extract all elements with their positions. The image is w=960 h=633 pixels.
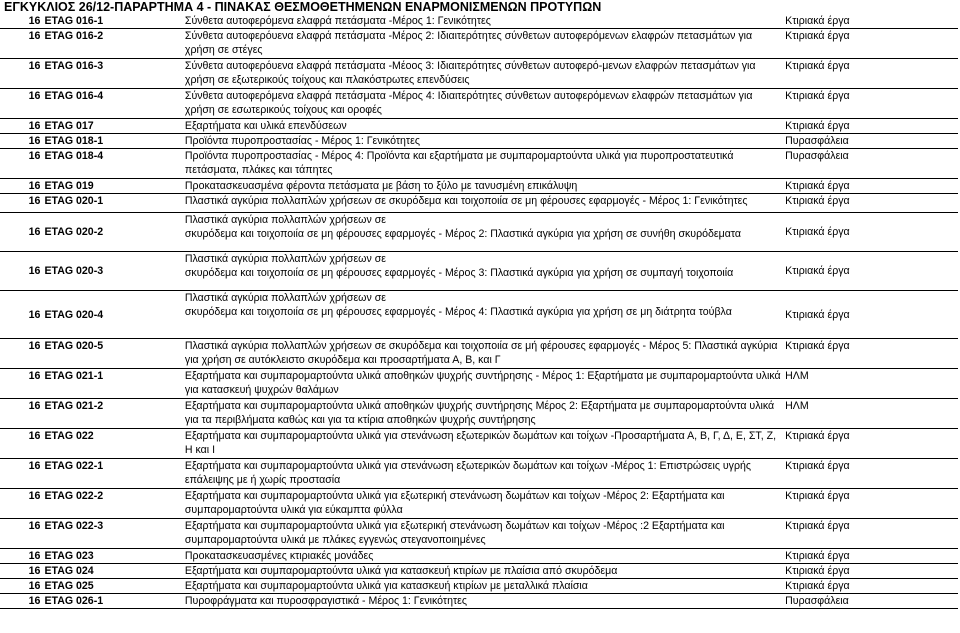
description-line: σκυρόδεμα και τοιχοποιία σε μη φέρουσες εφαρμογές - Μέρος 2: Πλαστικά αγκύρια για χρήση σε συνήθη σκυρόδεματα [184,228,742,240]
page-title: ΕΓΚΥΚΛΙΟΣ 26/12-ΠΑΡΑΡΤΗΜΑ 4 - ΠΙΝΑΚΑΣ ΘΕΣΜΟΘΕΤΗΜΕΝΩΝ ΕΝΑΡΜΟΝΙΣΜΕΝΩΝ ΠΡΟΤΥΠΩΝ [4,0,602,14]
table-row [0,459,958,489]
table-row [0,29,958,59]
category-label: ΗΛΜ [783,399,958,429]
table-row [0,194,958,213]
category-label: Κτιριακά έργα [783,291,958,339]
category-label: ΗΛΜ [783,369,958,399]
table-row [0,594,958,609]
standard-code: ETAG 016-1 [42,14,182,29]
row-number: 16 [0,339,42,369]
category-label: Κτιριακά έργα [783,59,958,89]
standard-description: Πλαστικά αγκύρια πολλαπλών χρήσεων σε σκυρόδεμα και τοιχοποιία σε μη φέρουσες εφαρμογές - Μέρος 1: Γενικότητες [183,194,783,213]
row-number: 16 [0,149,42,179]
table-row [0,429,958,459]
category-label: Κτιριακά έργα [783,339,958,369]
category-label: Κτιριακά έργα [783,519,958,549]
standard-code: ETAG 018-4 [42,149,182,179]
description-line: Πλαστικά αγκύρια πολλαπλών χρήσεων σε [184,292,386,304]
category-label: Κτιριακά έργα [783,119,958,134]
row-number: 16 [0,564,42,579]
standard-description: Εξαρτήματα και συμπαρομαρτούντα υλικά για κατασκευή κτιρίων με μεταλλικά πλαίσια [183,579,783,594]
standard-code: ETAG 021-2 [42,399,182,429]
standard-description: Προϊόντα πυροπροστασίας - Μέρος 4: Προϊόντα και εξαρτήματα με συμπαρομαρτούντα υλικά για πυροπροστατευτικά πετάσματα, πλάκες και τάπητες [183,149,783,179]
table-row [0,59,958,89]
row-number: 16 [0,579,42,594]
category-label: Κτιριακά έργα [783,429,958,459]
row-number: 16 [0,119,42,134]
table-row [0,489,958,519]
category-label: Κτιριακά έργα [783,564,958,579]
description-line: Πλαστικά αγκύρια πολλαπλών χρήσεων σε [184,214,386,226]
standards-table [0,14,958,609]
standard-code: ETAG 019 [42,179,182,194]
standard-description: Πλαστικά αγκύρια πολλαπλών χρήσεων σε σκυρόδεμα και τοιχοποιία σε μή φέρουσες εφαρμογές - Μέρος 5: Πλαστικά αγκύρια για χρήση σε αυτόκλειστο σκυρόδεμα και προσαρτήματα Α, Β, και Γ [183,339,783,369]
table-row [0,149,958,179]
table-row [0,119,958,134]
standard-code: ETAG 016-3 [42,59,182,89]
category-label: Πυρασφάλεια [783,594,958,609]
category-label: Κτιριακά έργα [783,194,958,213]
standard-description: Εξαρτήματα και συμπαρομαρτούντα υλικά για εξωτερική στενάνωση δωμάτων και τοίχων -Μέρος 2: Εξαρτήματα και συμπαρομαρτούντα υλικά για εύκαμπτα φύλλα [183,489,783,519]
table-row [0,213,958,252]
standard-description: Προϊόντα πυροπροστασίας - Μέρος 1: Γενικότητες [183,134,783,149]
standard-description: Πυροφράγματα και πυροσφραγιστικά - Μέρος 1: Γενικότητες [183,594,783,609]
table-row [0,519,958,549]
row-number: 16 [0,134,42,149]
standard-description: Εξαρτήματα και συμπαρομαρτούντα υλικά αποθηκών ψυχρής συντήρησης Μέρος 2: Εξαρτήματα με συμπαρομαρτούντα υλικά για τα περιβλήματα καθώς και για τα κτίρια αποθηκών ψυχρής συντήρησης [183,399,783,429]
standard-code: ETAG 017 [42,119,182,134]
row-number: 16 [0,519,42,549]
row-number: 16 [0,14,42,29]
table-row [0,252,958,291]
standard-code: ETAG 022-2 [42,489,182,519]
standard-description: Εξαρτήματα και συμπαρομαρτούντα υλικά για στενάνωση εξωτερικών δωμάτων και τοίχων -Προσαρτήματα Α, Β, Γ, Δ, Ε, ΣΤ, Ζ, Η και Ι [183,429,783,459]
table-row [0,179,958,194]
standard-description: Σύνθετα αυτοφερόμενα ελαφρά πετάσματα -Μέρος 1: Γενικότητες [183,14,783,29]
row-number: 16 [0,369,42,399]
standard-code: ETAG 025 [42,579,182,594]
row-number: 16 [0,429,42,459]
standard-code: ETAG 022 [42,429,182,459]
category-label: Πυρασφάλεια [783,134,958,149]
row-number: 16 [0,59,42,89]
row-number: 16 [0,549,42,564]
category-label: Κτιριακά έργα [783,29,958,59]
standard-description [183,291,783,339]
row-number: 16 [0,179,42,194]
row-number: 16 [0,29,42,59]
category-label: Κτιριακά έργα [783,179,958,194]
standard-description: Εξαρτήματα και συμπαρομαρτούντα υλικά για εξωτερική στενάνωση δωμάτων και τοίχων -Μέρος :2 Εξαρτήματα και συμπαρομαρτούντα υλικά με πλάκες εγγενώς στεγανοποιημένες [183,519,783,549]
standard-description: Εξαρτήματα και συμπαρομαρτούντα υλικά αποθηκών ψυχρής συντήρησης - Μέρος 1: Εξαρτήματα με συμπαρομαρτούντα υλικά για κατασκευή ψυχρών θαλάμων [183,369,783,399]
category-label: Κτιριακά έργα [783,549,958,564]
description-line: σκυρόδεμα και τοιχοποιία σε μη φέρουσες εφαρμογές - Μέρος 4: Πλαστικά αγκύρια για χρήση σε μη διάτρητα τούβλα [184,306,732,318]
standard-description: Προκατασκευασμένα φέροντα πετάσματα με βάση το ξύλο με τανυσμένη επικάλυψη [183,179,783,194]
table-row [0,564,958,579]
description-line: σκυρόδεμα και τοιχοποιία σε μη φέρουσες εφαρμογές - Μέρος 3: Πλαστικά αγκύρια για χρήση σε συμπαγή τοιχοποιία [184,267,734,279]
standard-description: Σύνθετα αυτοφερόυενα ελαφρά πετάσματα -Μέοος 3: Ιδιαιτερότητες σύνθετων αυτοφερό-μενων ελαφρών πετασμάτων για χρήση σε εξωτερικούς τοίχους και πλακόστρωτες επενδύσεις [183,59,783,89]
standard-description [183,252,783,291]
standard-code: ETAG 024 [42,564,182,579]
table-row [0,549,958,564]
category-label: Κτιριακά έργα [783,459,958,489]
row-number: 16 [0,291,42,339]
standard-description: Εξαρτήματα και συμπαρομαρτούντα υλικά για κατασκευή κτιρίων με πλαίσια από σκυρόδεμα [183,564,783,579]
table-row [0,14,958,29]
category-label: Κτιριακά έργα [783,579,958,594]
standards-table-body [0,14,958,609]
standard-code: ETAG 023 [42,549,182,564]
row-number: 16 [0,194,42,213]
row-number: 16 [0,399,42,429]
row-number: 16 [0,489,42,519]
standard-code: ETAG 020-4 [42,291,182,339]
row-number: 16 [0,459,42,489]
standard-code: ETAG 020-1 [42,194,182,213]
standard-description: Εξαρτήματα και υλικά επενδύσεων [183,119,783,134]
row-number: 16 [0,89,42,119]
table-row [0,89,958,119]
standard-code: ETAG 022-1 [42,459,182,489]
standard-code: ETAG 016-2 [42,29,182,59]
category-label: Κτιριακά έργα [783,489,958,519]
standard-code: ETAG 022-3 [42,519,182,549]
table-row [0,399,958,429]
category-label: Κτιριακά έργα [783,252,958,291]
table-row [0,579,958,594]
standard-code: ETAG 020-5 [42,339,182,369]
description-line: Πλαστικά αγκύρια πολλαπλών χρήσεων σε [184,253,386,265]
category-label: Κτιριακά έργα [783,14,958,29]
category-label: Κτιριακά έργα [783,213,958,252]
standard-description: Εξαρτήματα και συμπαρομαρτούντα υλικά για στενάνωση εξωτερικών δωμάτων και τοίχων -Μέρος 1: Επιστρώσεις υγρής επάλειψης με ή χωρίς προστασία [183,459,783,489]
standard-code: ETAG 018-1 [42,134,182,149]
category-label: Κτιριακά έργα [783,89,958,119]
standard-code: ETAG 020-3 [42,252,182,291]
standard-code: ETAG 026-1 [42,594,182,609]
standard-code: ETAG 016-4 [42,89,182,119]
standard-code: ETAG 020-2 [42,213,182,252]
table-row [0,134,958,149]
row-number: 16 [0,594,42,609]
row-number: 16 [0,252,42,291]
standard-description: Προκατασκευασμένες κτιριακές μονάδες [183,549,783,564]
standard-code: ETAG 021-1 [42,369,182,399]
standard-description [183,213,783,252]
standard-description: Σύνθετα αυτοφερόμενα ελαφρά πετάσματα -Μέρος 4: Ιδιαιτερότητες σύνθετων αυτοφερόμενων ελαφρών πετασμάτων για χρήση σε εσωτερικούς τοίχους και οροφές [183,89,783,119]
category-label: Πυρασφάλεια [783,149,958,179]
row-number: 16 [0,213,42,252]
table-row [0,291,958,339]
standard-description: Σύνθετα αυτοφερόυενα ελαφρά πετάσματα -Μέρος 2: Ιδιαιτερότητες σύνθετων αυτοφερόμενων ελαφρών πετασμάτων για χρήση σε στέγες [183,29,783,59]
table-row [0,339,958,369]
table-row [0,369,958,399]
